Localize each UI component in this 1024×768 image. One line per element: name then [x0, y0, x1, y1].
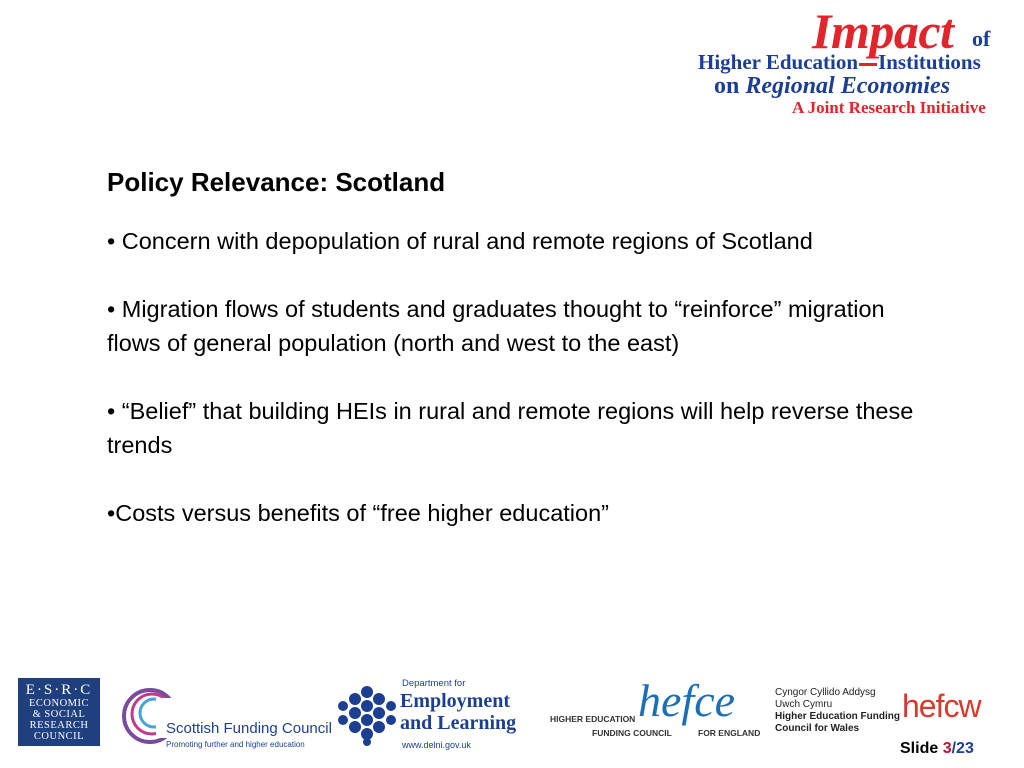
esrc-acronym: E·S·R·C: [25, 682, 93, 698]
hefcw-logo: hefcw: [902, 688, 981, 724]
sfc-name: Scottish Funding Council: [166, 720, 332, 737]
bullet-belief-heis: • “Belief” that building HEIs in rural and remote regions will help reverse these trends: [107, 398, 914, 458]
logo-of-word: of: [972, 26, 991, 51]
hefce-funding-council: FUNDING COUNCIL: [592, 728, 672, 738]
esrc-logo: [18, 678, 100, 746]
del-employment: Employment: [400, 690, 510, 712]
hefce-mark: hefce: [638, 675, 736, 726]
hefcw-english-1: Higher Education Funding: [775, 711, 900, 722]
logo-line-higher-education: [698, 52, 981, 73]
esrc-line-economic: ECONOMIC: [28, 698, 89, 709]
hefcw-wording: [775, 687, 900, 735]
logo-red-rule: [859, 63, 877, 66]
esrc-line-council: COUNCIL: [33, 731, 85, 742]
slide-current: 3: [942, 740, 952, 757]
logo-joint-research: A Joint Research Initiative: [792, 98, 986, 117]
logo-on: on: [714, 73, 740, 99]
esrc-line-social: & SOCIAL: [32, 709, 86, 720]
footer-logos: [0, 670, 1024, 768]
slide-separator: /: [951, 740, 957, 757]
bullet-migration-flows: • Migration flows of students and graduates thought to “reinforce” migration flows of general population (north and west to the east): [107, 296, 885, 356]
sfc-logo: [120, 678, 332, 756]
slide-label: Slide: [900, 740, 939, 757]
logo-higher-education: Higher Education: [698, 50, 859, 74]
hefce-logo: [550, 675, 761, 760]
hefcw-welsh-2: Uwch Cymru: [775, 699, 833, 710]
del-and-learning: and Learning: [400, 712, 517, 734]
esrc-line-research: RESEARCH: [29, 720, 89, 731]
slide-total: 23: [956, 740, 974, 757]
sfc-swirl-icon: [120, 678, 180, 748]
slide-title: Policy Relevance: Scotland: [107, 167, 446, 197]
bullet-costs-benefits: •Costs versus benefits of “free higher education”: [107, 500, 609, 526]
hefcw-welsh-1: Cyngor Cyllido Addysg: [775, 687, 876, 698]
del-hexagon-icon: [338, 684, 396, 748]
impact-logo: [690, 3, 1010, 118]
sfc-tagline: Promoting further and higher education: [166, 740, 305, 749]
del-name: [400, 690, 516, 734]
hefcw-english-2: Council for Wales: [775, 723, 860, 734]
del-dept-for: Department for: [402, 678, 466, 689]
slide-content: [107, 166, 927, 564]
logo-impact-word: Impact: [812, 3, 954, 59]
hefce-higher-education: HIGHER EDUCATION: [550, 714, 636, 724]
bullet-depopulation: • Concern with depopulation of rural and remote regions of Scotland: [107, 228, 813, 254]
logo-line-regional-economies: [714, 74, 950, 98]
slide-number: [900, 740, 974, 758]
logo-institutions: Institutions: [878, 50, 981, 74]
del-url: www.delni.gov.uk: [402, 740, 471, 750]
hefce-for-england: FOR ENGLAND: [698, 728, 761, 738]
del-logo: [336, 674, 526, 758]
logo-regional-economies: Regional Economies: [745, 73, 951, 99]
